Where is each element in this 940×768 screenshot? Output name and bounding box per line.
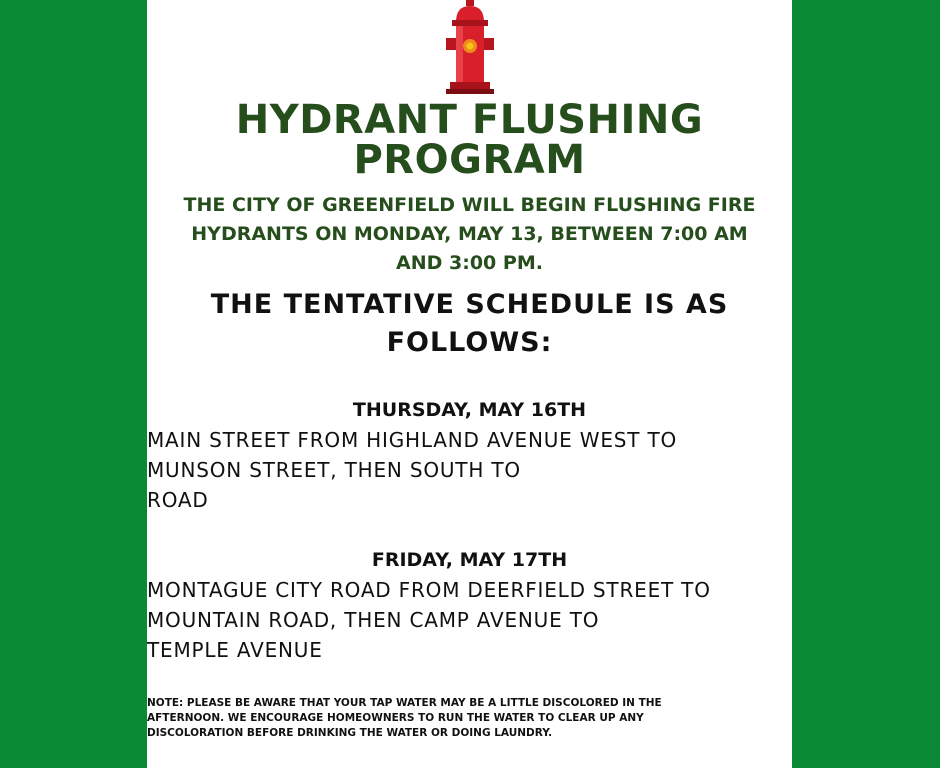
schedule-day-friday: FRIDAY, MAY 17TH [371,549,568,571]
note-line: DISCOLORATION BEFORE DRINKING THE WATER OR DOING LAUNDRY. [147,727,553,739]
announcement-line: THE CITY OF GREENFIELD WILL BEGIN FLUSHING FIRE [183,194,756,216]
schedule-heading-line: THE TENTATIVE SCHEDULE IS AS [210,289,729,320]
announcement-line: HYDRANTS ON MONDAY, MAY 13, BETWEEN 7:00 AM [191,223,748,245]
schedule-heading [147,286,792,362]
title-line: PROGRAM [353,137,586,183]
schedule-route-thursday [147,425,792,515]
flyer-panel [147,0,792,768]
route-line: ROAD [147,488,209,512]
route-line: MONTAGUE CITY ROAD FROM DEERFIELD STREET TO [147,578,711,602]
schedule-heading-line: FOLLOWS: [386,327,553,358]
schedule-day-thursday: THURSDAY, MAY 16TH [352,399,587,421]
announcement-text [157,191,782,278]
route-line: MOUNTAIN ROAD, THEN CAMP AVENUE TO [147,608,600,632]
note-line: AFTERNOON. WE ENCOURAGE HOMEOWNERS TO RUN THE WATER TO CLEAR UP ANY [147,712,644,724]
fire-hydrant-icon [442,0,498,94]
note-text [147,696,787,741]
title-line: HYDRANT FLUSHING [235,97,704,143]
announcement-line: AND 3:00 PM. [396,252,543,274]
route-line: MUNSON STREET, THEN SOUTH TO [147,458,521,482]
route-line: TEMPLE AVENUE [147,638,323,662]
page-title [147,97,792,183]
note-line: NOTE: PLEASE BE AWARE THAT YOUR TAP WATER MAY BE A LITTLE DISCOLORED IN THE [147,697,662,709]
schedule-route-friday [147,575,792,665]
route-line: MAIN STREET FROM HIGHLAND AVENUE WEST TO [147,428,677,452]
